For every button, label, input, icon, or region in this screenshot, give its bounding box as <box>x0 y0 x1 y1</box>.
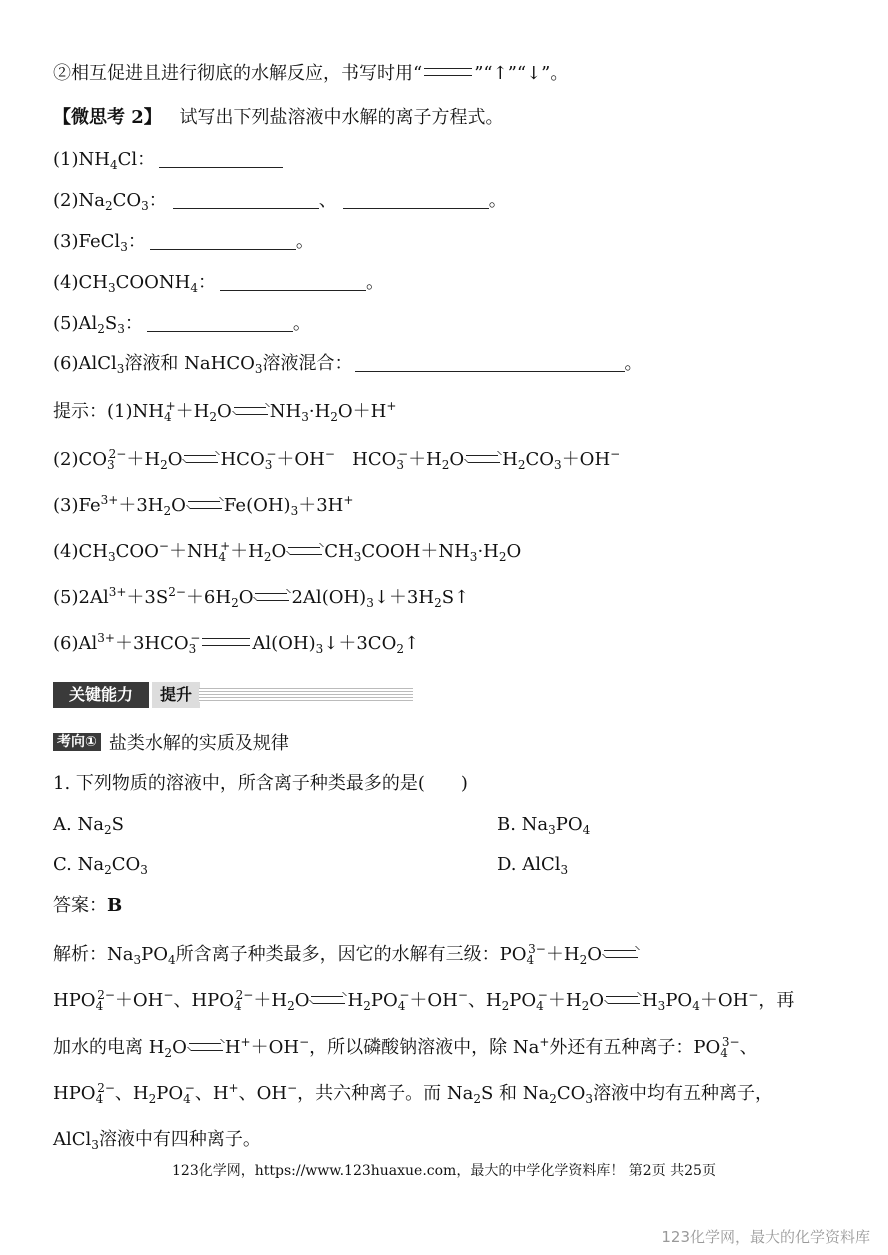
intro-text: ②相互促进且进行彻底的水解反应，书写时用“ <box>53 63 423 84</box>
answer-line <box>53 894 122 918</box>
equilibrium-arrow <box>288 547 322 555</box>
hint-5: $(5)2Al^{3+}+3S^{2-}+6H_2O$ $2Al(OH)_3↓+3H_2S↑$ <box>53 585 470 610</box>
item-label: (3)FeCl <box>53 231 121 252</box>
hint-6: $(6)Al^{3+}+3HCO_3^-$ $Al(OH)_3↓+3CO_2↑$ <box>53 631 420 656</box>
option-label: C. Na <box>53 854 105 875</box>
answer-blank[interactable] <box>343 190 489 209</box>
option-b[interactable]: B. $Na_3PO_4$ <box>497 814 591 837</box>
stem-text: 1. 下列物质的溶液中，所含离子种类最多的是( ) <box>53 773 468 794</box>
hint-4: $(4)CH_3COO^-+NH_4^++H_2O$ $CH_3COOH+NH_3\cdot H_2O$ <box>53 539 522 564</box>
question-item-4: $(4)CH_3COONH_4$： 。 <box>53 272 384 295</box>
analysis-text-3c: 外还有五种离子： <box>549 1037 694 1058</box>
answer-blank[interactable] <box>355 353 625 372</box>
item-label: (5)Al <box>53 313 98 334</box>
kaoxiang-badge: 考向① <box>53 733 101 751</box>
item-label: (1)NH <box>53 149 110 170</box>
option-label: A. Na <box>53 814 104 835</box>
complete-reaction-sign <box>424 68 472 76</box>
equilibrium-arrow <box>604 950 638 958</box>
equilibrium-arrow <box>234 407 268 415</box>
analysis-line-3: 加水的电离 $H_2O$ H+＋OH−，所以磷酸钠溶液中，除 Na+外还有五种离子：$PO_4^{3-}$、 <box>53 1035 758 1060</box>
analysis-text-5: 溶液中有四种离子。 <box>98 1129 261 1150</box>
analysis-line-5: AlCl$_3$溶液中有四种离子。 <box>53 1129 261 1152</box>
hint-3: $(3)Fe^{3+}+3H_2O$ $Fe(OH)_3+3H^+$ <box>53 493 354 518</box>
item6-end: 溶液混合： <box>262 353 353 374</box>
item6-mid: 溶液和 NaHCO <box>124 353 255 374</box>
analysis-line-4: $HPO_4^{2-}$、$H_2PO_4^-$、H+、OH−，共六种离子。而 $Na_2S$ 和 $Na_2CO_3$溶液中均有五种离子， <box>53 1081 774 1106</box>
analysis-line-1: 解析：$Na_3PO_4$所含离子种类最多，因它的水解有三级：$PO_4^{3-}+H_2O$ <box>53 943 640 967</box>
question-item-5: $(5)Al_2S_3$： 。 <box>53 313 311 336</box>
kaoxiang-title: 盐类水解的实质及规律 <box>108 733 289 754</box>
question-item-2: $(2)Na_2CO_3$： 、 。 <box>53 190 507 213</box>
question-stem <box>53 772 468 796</box>
kaoxiang-heading <box>53 729 289 754</box>
intro-line <box>53 62 568 86</box>
question-item-6: (6)AlCl$_3$溶液和 NaHCO$_3$溶液混合： 。 <box>53 353 643 376</box>
micro-text: 试写出下列盐溶液中水解的离子方程式。 <box>179 107 504 128</box>
page-footer: 123化学网，https://www.123huaxue.com，最大的中学化学资料库！ 第2页 共25页 <box>172 1163 716 1179</box>
answer-blank[interactable] <box>159 149 283 168</box>
analysis-text-4b: 溶液中均有五种离子， <box>593 1083 774 1104</box>
hint-2: $(2)CO_3^{2-}+H_2O$ $HCO_3^-+OH^-$ $HCO_3^-+H_2O$ $H_2CO_3+OH^-$ <box>53 447 621 472</box>
equilibrium-arrow <box>184 455 218 463</box>
answer-blank[interactable] <box>147 313 293 332</box>
question-item-3: (3)FeCl$_3$： 。 <box>53 231 314 254</box>
option-label: B. Na <box>497 814 549 835</box>
equilibrium-arrow <box>188 501 222 509</box>
analysis-text-3b: ，所以磷酸钠溶液中，除 Na <box>309 1037 540 1058</box>
equilibrium-arrow <box>466 455 500 463</box>
equilibrium-arrow <box>311 996 345 1004</box>
option-c[interactable]: C. $Na_2CO_3$ <box>53 854 148 877</box>
option-a[interactable]: A. $Na_2S$ <box>53 814 124 837</box>
analysis-text-1: 所含离子种类最多，因它的水解有三级： <box>175 944 500 965</box>
analysis-text-4: ，共六种离子。而 Na <box>297 1083 474 1104</box>
option-d[interactable]: D. AlCl$_3$ <box>497 854 569 877</box>
micro-thinking-header <box>53 106 504 130</box>
hint-label: 提示： <box>53 401 107 422</box>
complete-reaction-sign <box>202 638 250 646</box>
answer-label: 答案： <box>53 895 107 916</box>
hint-1: 提示：$(1)NH_4^++H_2O$ $NH_3\cdot H_2O+H^+$ <box>53 399 397 424</box>
equilibrium-arrow <box>255 593 289 601</box>
equilibrium-arrow <box>189 1043 223 1051</box>
watermark: 123化学网，最大的化学资料库 <box>661 1228 870 1246</box>
analysis-label: 解析： <box>53 944 107 965</box>
question-item-1: $(1)NH_4Cl$： <box>53 148 283 172</box>
section-stripe <box>199 688 413 702</box>
analysis-line-2: $HPO_4^{2-}+OH^-$、$HPO_4^{2-}+H_2O$ $H_2PO_4^-+OH^-$、$H_2PO_4^-+H_2O$ $H_3PO_4+OH^-$，再 <box>53 988 795 1013</box>
equilibrium-arrow <box>606 996 640 1004</box>
answer-value: B <box>107 895 123 916</box>
section-tag-improve: 提升 <box>149 682 200 708</box>
answer-blank[interactable] <box>173 190 319 209</box>
intro-end: ”“↑”“↓”。 <box>474 63 569 84</box>
section-tag-key-ability: 关键能力 <box>53 682 149 708</box>
item-label: (4)CH <box>53 272 108 293</box>
answer-blank[interactable] <box>150 231 296 250</box>
micro-label: 【微思考 2】 <box>53 107 162 128</box>
answer-blank[interactable] <box>220 272 366 291</box>
section-heading <box>53 682 413 708</box>
option-label: D. AlCl <box>497 854 561 875</box>
item-label: (6)AlCl <box>53 353 117 374</box>
analysis-text-3a: 加水的电离 H <box>53 1037 165 1058</box>
item-label: (2)Na <box>53 190 105 211</box>
